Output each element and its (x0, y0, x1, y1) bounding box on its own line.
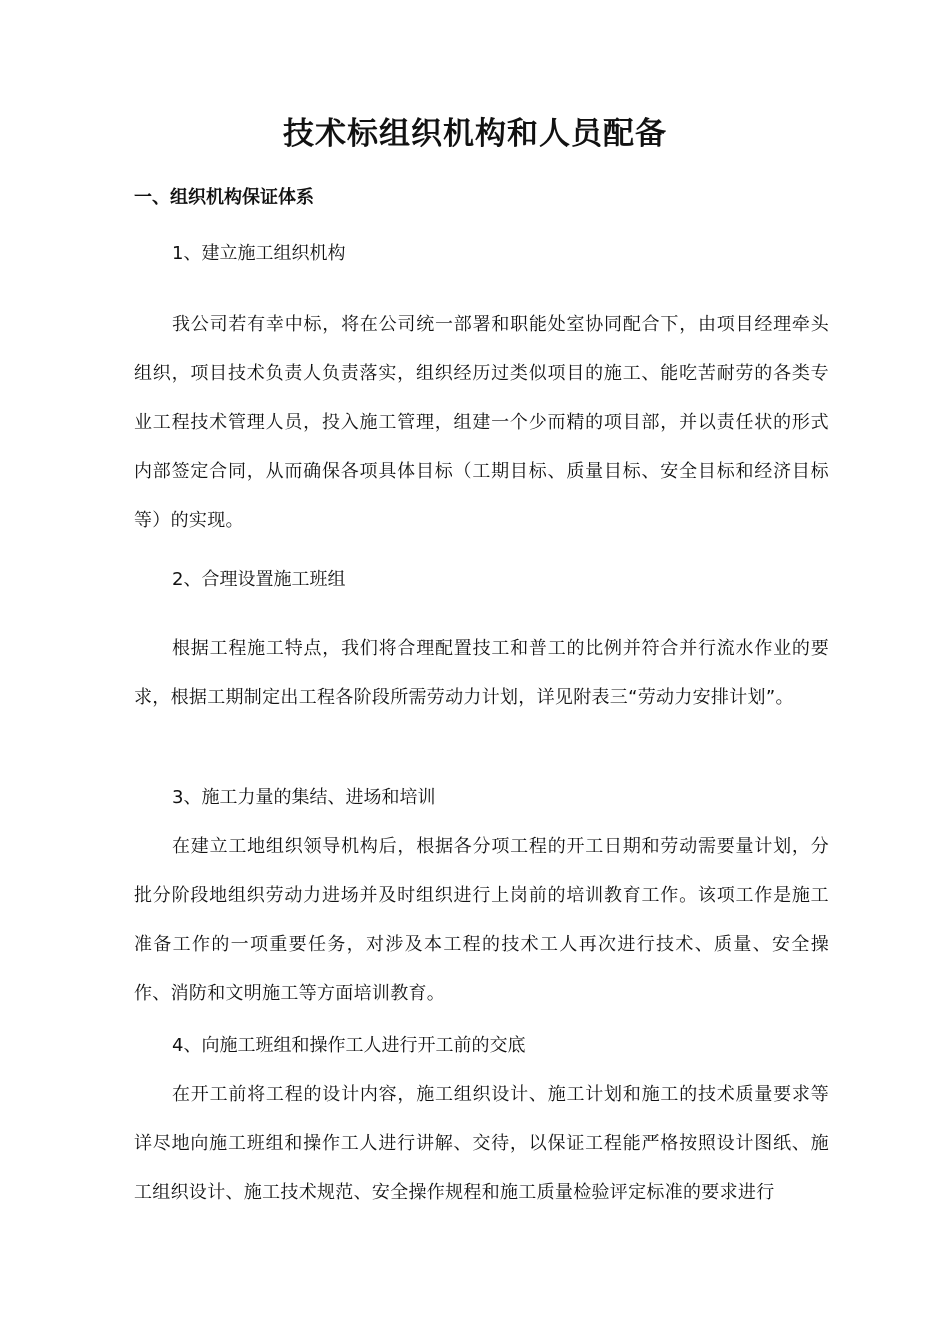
section-heading: 一、组织机构保证体系 (134, 187, 314, 208)
subsection-heading: 3、施工力量的集结、进场和培训 (172, 787, 436, 808)
document-title: 技术标组织机构和人员配备 (283, 116, 667, 152)
subsection-heading: 4、向施工班组和操作工人进行开工前的交底 (172, 1035, 526, 1056)
subsection-heading: 2、合理设置施工班组 (172, 569, 346, 590)
body-paragraph: 在开工前将工程的设计内容，施工组织设计、施工计划和施工的技术质量要求等详尽地向施工班组和操作工人进行讲解、交待，以保证工程能严格按照设计图纸、施工组织设计、施工技术规范、安全操作规程和施工质量检验评定标准的要求进行 (134, 1084, 829, 1203)
subsection-heading: 1、建立施工组织机构 (172, 243, 346, 264)
body-paragraph: 在建立工地组织领导机构后，根据各分项工程的开工日期和劳动需要量计划，分批分阶段地组织劳动力进场并及时组织进行上岗前的培训教育工作。该项工作是施工准备工作的一项重要任务，对涉及本工程的技术工人再次进行技术、质量、安全操作、消防和文明施工等方面培训教育。 (134, 836, 829, 1004)
body-paragraph: 根据工程施工特点，我们将合理配置技工和普工的比例并符合并行流水作业的要求，根据工期制定出工程各阶段所需劳动力计划，详见附表三“劳动力安排计划”。 (134, 638, 829, 708)
body-paragraph: 我公司若有幸中标，将在公司统一部署和职能处室协同配合下，由项目经理牵头组织，项目技术负责人负责落实，组织经历过类似项目的施工、能吃苦耐劳的各类专业工程技术管理人员，投入施工管理，组建一个少而精的项目部，并以责任状的形式内部签定合同，从而确保各项具体目标（工期目标、质量目标、安全目标和经济目标等）的实现。 (134, 314, 829, 531)
